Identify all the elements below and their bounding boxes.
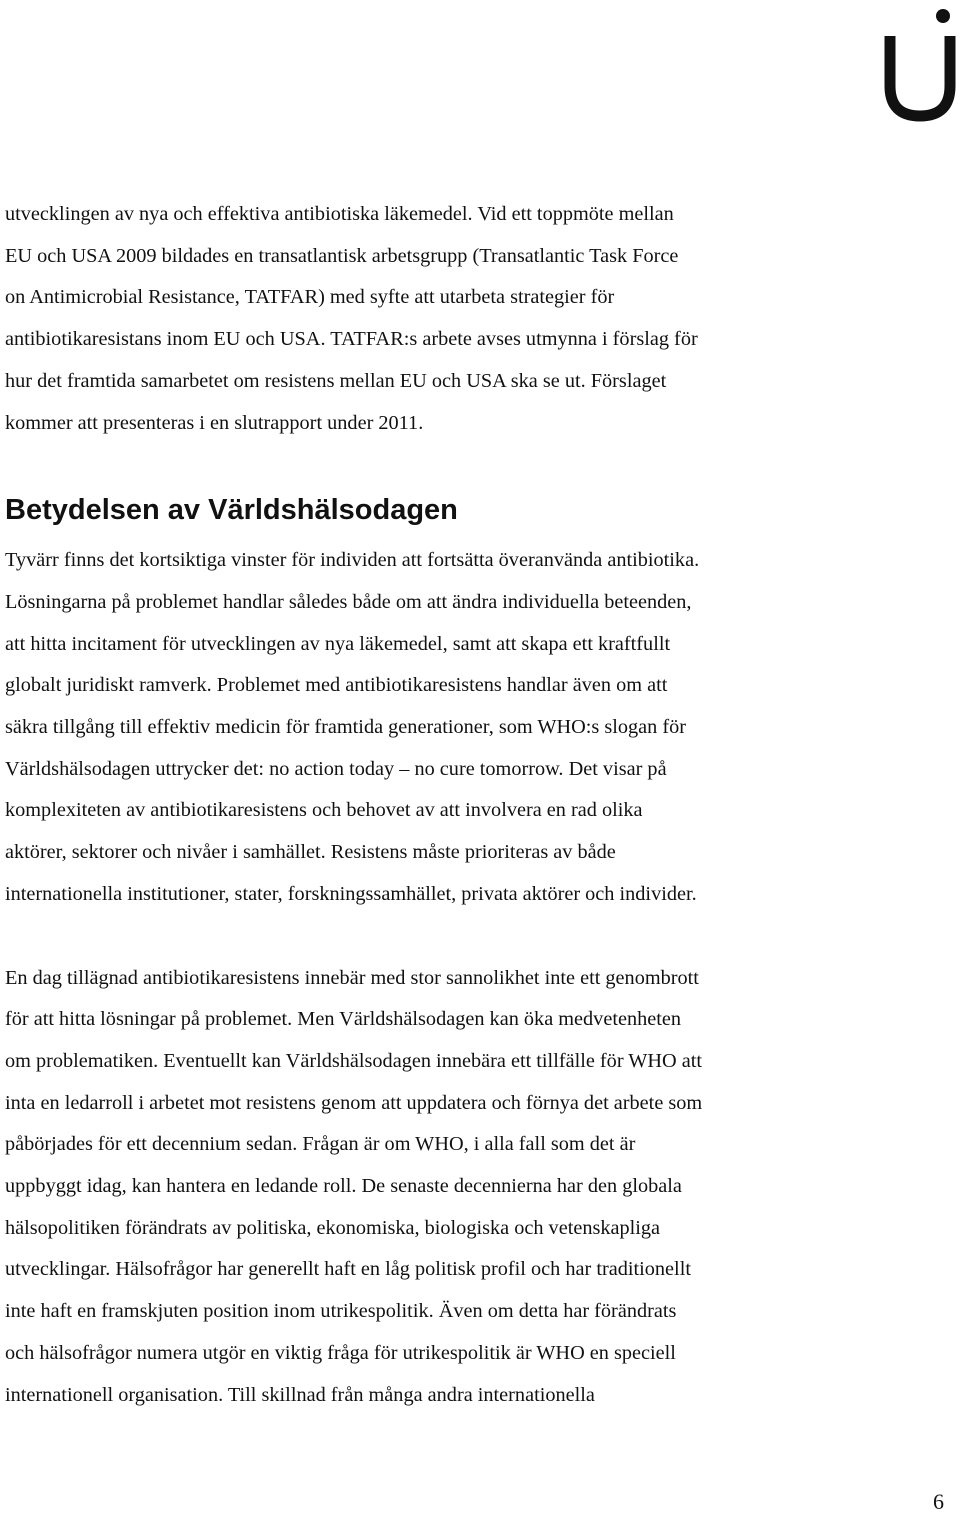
u-dot-logo-icon (880, 0, 960, 130)
document-body (5, 194, 950, 1416)
paragraph-2: Tyvärr finns det kortsiktiga vinster för individen att fortsätta överanvända antibiotika. Lösningarna på problemet handlar således både om att ändra individuella beteenden, att hitta incitament för utvecklingen av nya läkemedel, samt att skapa ett kraftfullt globalt juridiskt ramverk. Problemet med antibiotikaresistens handlar även om att säkra tillgång till effektiv medicin för framtida generationer, som WHO:s slogan för Världshälsodagen uttrycker det: no action today – no cure tomorrow. Det visar på komplexiteten av antibiotikaresistens och behovet av att involvera en rad olika aktörer, sektorer och nivåer i samhället. Resistens måste prioriteras av både internationella institutioner, stater, forskningssamhället, privata aktörer och individer. (5, 549, 700, 905)
paragraph-1: utvecklingen av nya och effektiva antibiotiska läkemedel. Vid ett toppmöte mellan EU och USA 2009 bildades en transatlantisk arbetsgrupp (Transatlantic Task Force on Antimicrobial Resistance, TATFAR) med syfte att utarbeta strategier för antibiotikaresistans inom EU och USA. TATFAR:s arbete avses utmynna i förslag för hur det framtida samarbetet om resistens mellan EU och USA ska se ut. Förslaget kommer att presenteras i en slutrapport under 2011. (5, 203, 698, 434)
paragraph-3: En dag tillägnad antibiotikaresistens innebär med stor sannolikhet inte ett genombrott för att hitta lösningar på problemet. Men Världshälsodagen kan öka medvetenheten om problematiken. Eventuellt kan Världshälsodagen innebära ett tillfälle för WHO att inta en ledarroll i arbetet mot resistens genom att uppdatera och förnya det arbete som påbörjades för ett decennium sedan. Frågan är om WHO, i alla fall som det är uppbyggt idag, kan hantera en ledande roll. De senaste decennierna har den globala hälsopolitiken förändrats av politiska, ekonomiska, biologiska och vetenskapliga utvecklingar. Hälsofrågor har generellt haft en låg politisk profil och har traditionellt inte haft en framskjuten position inom utrikespolitik. Även om detta har förändrats och hälsofrågor numera utgör en viktig fråga för utrikespolitik är WHO en speciell internationell organisation. Till skillnad från många andra internationella (5, 966, 703, 1406)
page-number: 6 (933, 1489, 944, 1514)
section-heading: Betydelsen av Världshälsodagen (5, 494, 458, 527)
